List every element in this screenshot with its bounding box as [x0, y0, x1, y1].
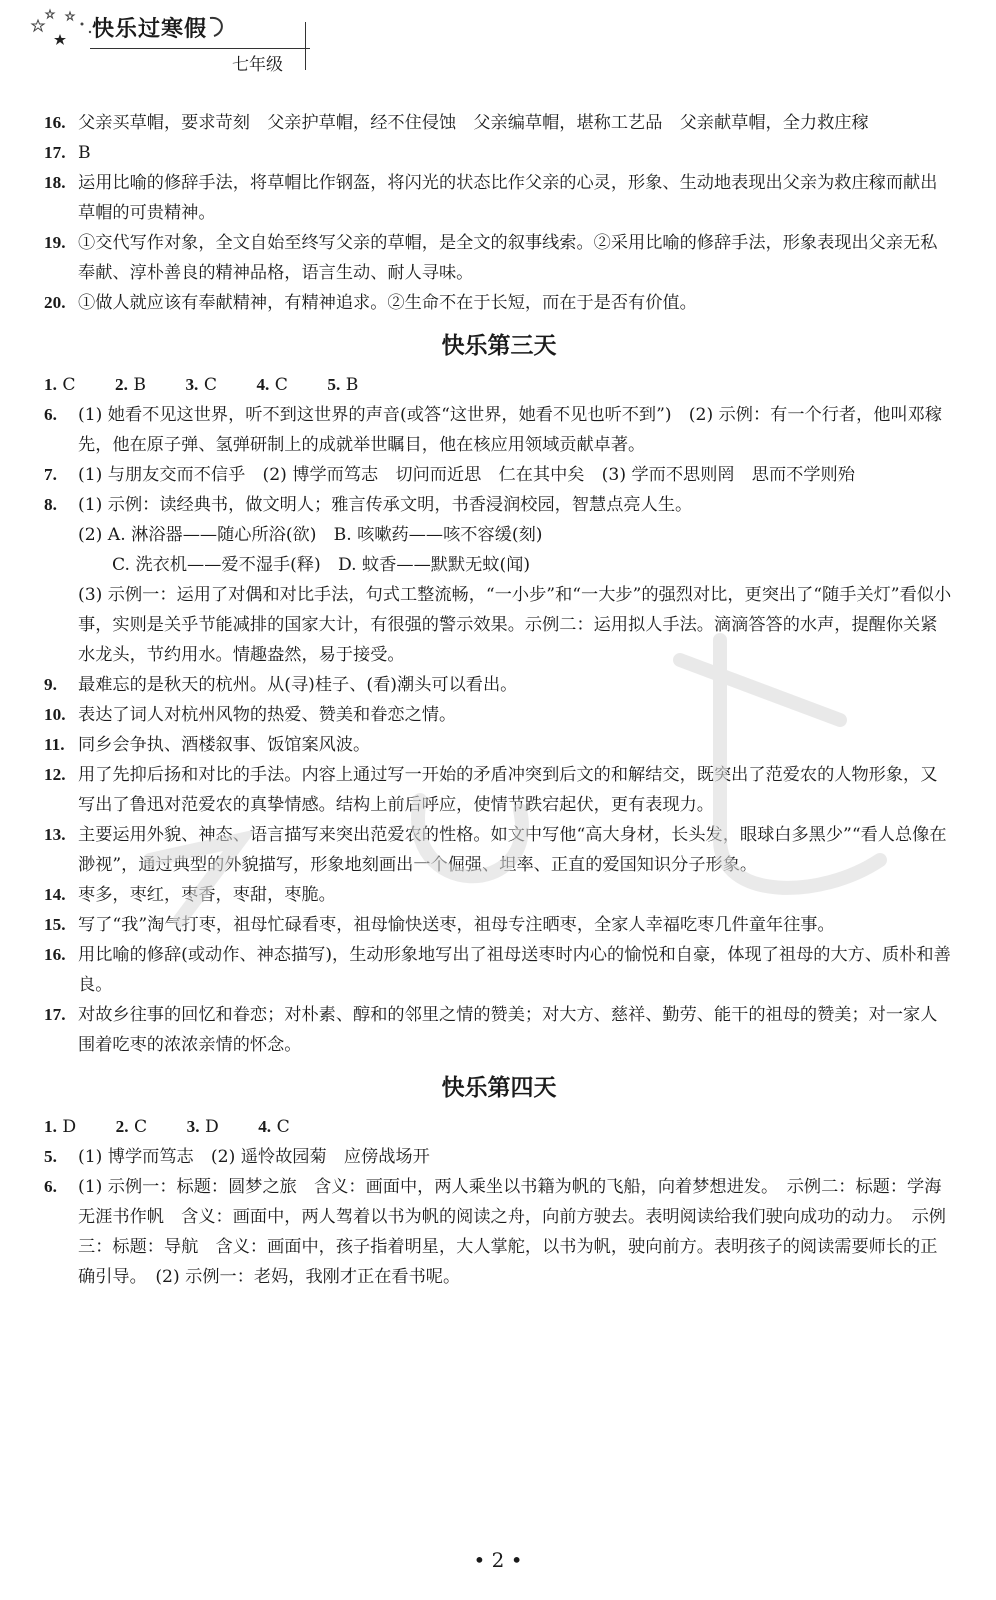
page-header — [0, 0, 996, 80]
answer-number: 9. — [44, 675, 57, 694]
header-grade: 七年级 — [232, 55, 283, 75]
section-title-day3: 快乐第三天 — [441, 332, 557, 359]
answer-text: (3) 示例一：运用了对偶和对比手法，句式工整流畅，“一小步”和“一大步”的强烈对比，更突出了“随手关灯”看似小事，实则是关乎节能减排的国家大计，有很强的警示效果。示例二：运用拟人手法。滴滴答答的水声，提醒你关紧水龙头，节约用水。情趣盎然，易于接受。 — [78, 585, 952, 665]
mc-answer: 4. C — [256, 375, 288, 395]
answer-number: 16. — [44, 113, 66, 132]
mc-answer: 2. C — [115, 1117, 148, 1137]
header-rule — [90, 48, 310, 49]
answer-number: 11. — [44, 735, 65, 754]
answer-number: 6. — [44, 1177, 57, 1196]
answer-item — [44, 700, 954, 730]
answer-text: 对故乡往事的回忆和眷恋；对朴素、醇和的邻里之情的赞美；对大方、慈祥、勤劳、能干的祖母的赞美；对一家人围着吃枣的浓浓亲情的怀念。 — [78, 1005, 938, 1055]
answer-number: 6. — [44, 405, 57, 424]
answer-text: C. 洗衣机——爱不湿手(释) D. 蚊香——默默无蚊(闻) — [112, 555, 531, 575]
mc-answer: 4. C — [258, 1117, 290, 1137]
answer-text: (1) 与朋友交而不信乎 (2) 博学而笃志 切问而近思 仁在其中矣 (3) 学而不思则罔 思而不学则殆 — [78, 465, 855, 485]
answer-text: 同乡会争执、酒楼叙事、饭馆案风波。 — [78, 735, 371, 755]
answer-text: 用比喻的修辞(或动作、神态描写)，生动形象地写出了祖母送枣时内心的愉悦和自豪，体现了祖母的大方、质朴和善良。 — [78, 945, 951, 995]
answer-item — [44, 228, 954, 288]
answer-item — [44, 820, 954, 880]
answer-number: 12. — [44, 765, 66, 784]
answer-item — [44, 288, 954, 318]
section-title-day4: 快乐第四天 — [441, 1074, 557, 1101]
answer-text: (1) 示例：读经典书，做文明人；雅言传承文明，书香浸润校园，智慧点亮人生。 — [78, 495, 693, 515]
answer-item — [44, 670, 954, 700]
answer-text: (1) 博学而笃志 (2) 遥怜故园菊 应傍战场开 — [78, 1147, 430, 1167]
answer-item — [44, 880, 954, 910]
answer-text: (1) 她看不见这世界，听不到这世界的声音(或答“这世界，她看不见也听不到”) (2) 示例：有一个行者，他叫邓稼先，他在原子弹、氢弹研制上的成就举世瞩目，他在核应用领域贡献卓著。 — [78, 405, 943, 455]
answer-item — [44, 940, 954, 1000]
answer-number: 16. — [44, 945, 66, 964]
answer-item — [44, 1142, 954, 1172]
answer-number: 15. — [44, 915, 66, 934]
mc-answers-row — [44, 370, 954, 400]
answer-text: 写了“我”淘气打枣，祖母忙碌看枣，祖母愉快送枣，祖母专注晒枣，全家人幸福吃枣几件童年往事。 — [78, 915, 835, 935]
page-number: • 2 • — [473, 1548, 523, 1572]
answer-number: 8. — [44, 495, 57, 514]
header-divider — [305, 22, 306, 70]
answer-item — [44, 1000, 954, 1060]
answer-number: 17. — [44, 1005, 66, 1024]
answer-item — [44, 730, 954, 760]
answer-number: 7. — [44, 465, 57, 484]
answer-item — [44, 490, 954, 670]
answer-text: B — [78, 143, 91, 163]
mc-answer: 1. C — [44, 375, 76, 395]
answer-number: 20. — [44, 293, 66, 312]
answer-content — [44, 108, 954, 1292]
answer-item — [44, 400, 954, 460]
answer-text: 父亲买草帽，要求苛刻 父亲护草帽，经不住侵蚀 父亲编草帽，堪称工艺品 父亲献草帽，全力救庄稼 — [78, 113, 869, 133]
answer-text: 表达了词人对杭州风物的热爱、赞美和眷恋之情。 — [78, 705, 457, 725]
answer-item — [44, 138, 954, 168]
answer-text: 最难忘的是秋天的杭州。从(寻)桂子、(看)潮头可以看出。 — [78, 675, 518, 695]
answer-text: ①做人就应该有奉献精神，有精神追求。②生命不在于长短，而在于是否有价值。 — [78, 293, 697, 313]
answer-item — [44, 460, 954, 490]
header-title: 快乐过寒假 — [92, 16, 208, 42]
answer-text: 运用比喻的修辞手法，将草帽比作钢盔，将闪光的状态比作父亲的心灵，形象、生动地表现出父亲为救庄稼而献出草帽的可贵精神。 — [78, 173, 938, 223]
answer-item — [44, 168, 954, 228]
answer-number: 17. — [44, 143, 66, 162]
answer-number: 18. — [44, 173, 66, 192]
mc-answer: 5. B — [327, 375, 359, 395]
answer-text: 枣多，枣红，枣香，枣甜，枣脆。 — [78, 885, 336, 905]
answer-number: 14. — [44, 885, 66, 904]
mc-answer: 1. D — [44, 1117, 77, 1137]
answer-item — [44, 760, 954, 820]
mc-answer: 2. B — [114, 375, 146, 395]
answer-item — [44, 108, 954, 138]
answer-text: 主要运用外貌、神态、语言描写来突出范爱农的性格。如文中写他“高大身材，长头发，眼球白多黑少”“看人总像在渺视”，通过典型的外貌描写，形象地刻画出一个倔强、坦率、正直的爱国知识分子形象。 — [78, 825, 947, 875]
mc-answer: 3. D — [186, 1117, 219, 1137]
swirl-icon — [206, 14, 228, 40]
answer-text: (2) A. 淋浴器——随心所浴(欲) B. 咳嗽药——咳不容缓(刻) — [78, 525, 543, 545]
mc-answers-row — [44, 1112, 954, 1142]
mc-answer: 3. C — [185, 375, 217, 395]
answer-text: (1) 示例一：标题：圆梦之旅 含义：画面中，两人乘坐以书籍为帆的飞船，向着梦想进发。 示例二：标题：学海无涯书作帆 含义：画面中，两人驾着以书为帆的阅读之舟，向前方驶去。表明阅读给我们驶向成功的动力。 示例三：标题：导航 含义：画面中，孩子指着明星，大人掌舵，以书为帆，驶向前方。表明孩子的阅读需要师长的正确引导。 (2) 示例一：老妈，我刚才正在看书呢。 — [78, 1177, 946, 1287]
answer-item — [44, 910, 954, 940]
answer-item — [44, 1172, 954, 1292]
answer-number: 5. — [44, 1147, 57, 1166]
answer-number: 19. — [44, 233, 66, 252]
answer-number: 13. — [44, 825, 66, 844]
answer-number: 10. — [44, 705, 66, 724]
answer-text: 用了先抑后扬和对比的手法。内容上通过写一开始的矛盾冲突到后文的和解结交，既突出了范爱农的人物形象，又写出了鲁迅对范爱农的真挚情感。结构上前后呼应，使情节跌宕起伏，更有表现力。 — [78, 765, 938, 815]
answer-text: ①交代写作对象，全文自始至终写父亲的草帽，是全文的叙事线索。②采用比喻的修辞手法，形象表现出父亲无私奉献、淳朴善良的精神品格，语言生动、耐人寻味。 — [78, 233, 938, 283]
